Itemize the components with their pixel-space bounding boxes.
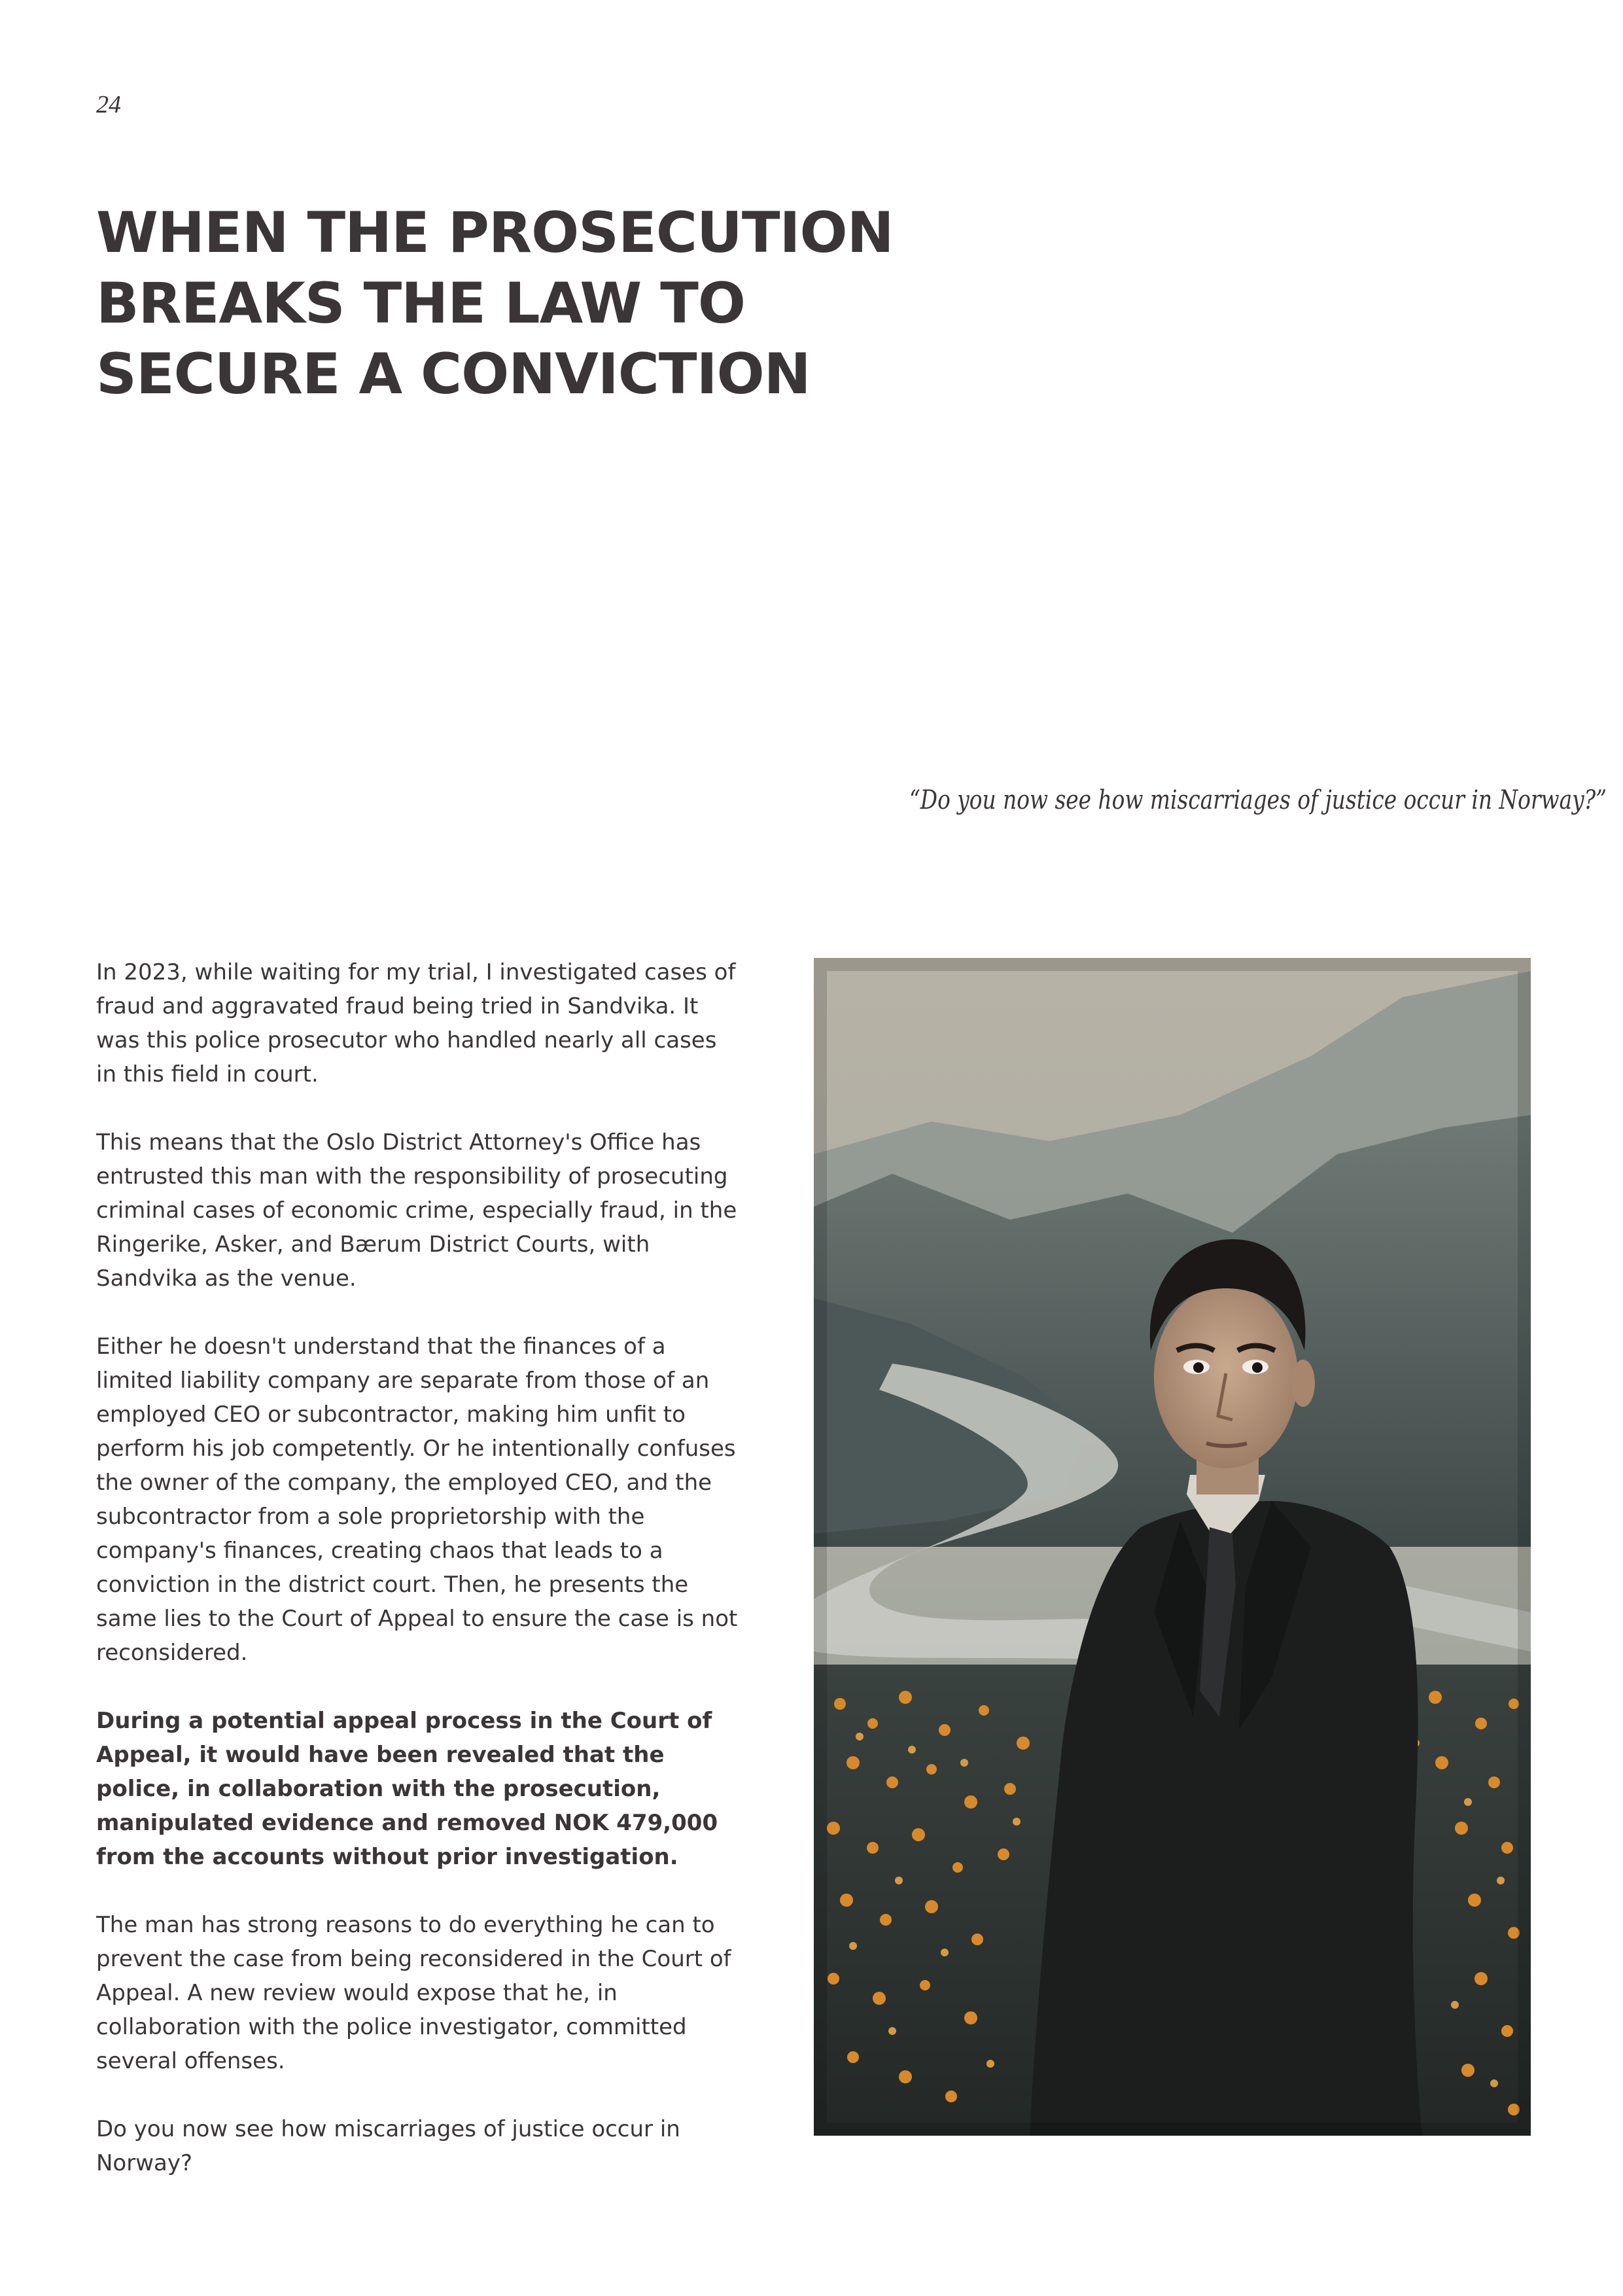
page-title: [96, 198, 1012, 410]
page-number: 24: [96, 91, 121, 118]
article-body: [96, 955, 744, 2180]
paragraph-5: The man has strong reasons to do everything he can to prevent the case from being reconsidered in the Court of Appeal. A new review would expose that he, in collaboration with the police investigator, committed several offenses.: [96, 1912, 731, 2074]
paragraph-3: Either he doesn't understand that the finances of a limited liability company are separate from those of an employed CEO or subcontractor, making him unfit to perform his job competently. Or he intentionally confuses the owner of the company, the employed CEO, and the subcontractor from a sole proprietorship with the company's finances, creating chaos that leads to a conviction in the district court. Then, he presents the same lies to the Court of Appeal to ensure the case is not reconsidered.: [96, 1333, 738, 1666]
portrait-photo: [814, 958, 1531, 2136]
ear: [1291, 1360, 1315, 1407]
title-line-1: WHEN THE PROSECUTION: [96, 200, 894, 266]
paragraph-2: This means that the Oslo District Attorney's Office has entrusted this man with the responsibility of prosecuting criminal cases of economic crime, especially fraud, in the Ringerike, Asker, and Bærum District Courts, with Sandvika as the venue.: [96, 1129, 737, 1292]
paragraph-6: Do you now see how miscarriages of justice occur in Norway?: [96, 2116, 680, 2176]
pull-quote: “Do you now see how miscarriages of justice occur in Norway?”: [909, 785, 1607, 815]
paragraph-4-bold: During a potential appeal process in the Court of Appeal, it would have been revealed that the police, in collaboration with the prosecution, manipulated evidence and removed NOK 479,000 from the accounts without prior investigation.: [96, 1708, 718, 1870]
title-line-3: SECURE A CONVICTION: [96, 342, 811, 407]
paragraph-1: In 2023, while waiting for my trial, I investigated cases of fraud and aggravated fraud being tried in Sandvika. It was this police prosecutor who handled nearly all cases in this field in court.: [96, 959, 736, 1087]
title-line-2: BREAKS THE LAW TO: [96, 271, 745, 336]
